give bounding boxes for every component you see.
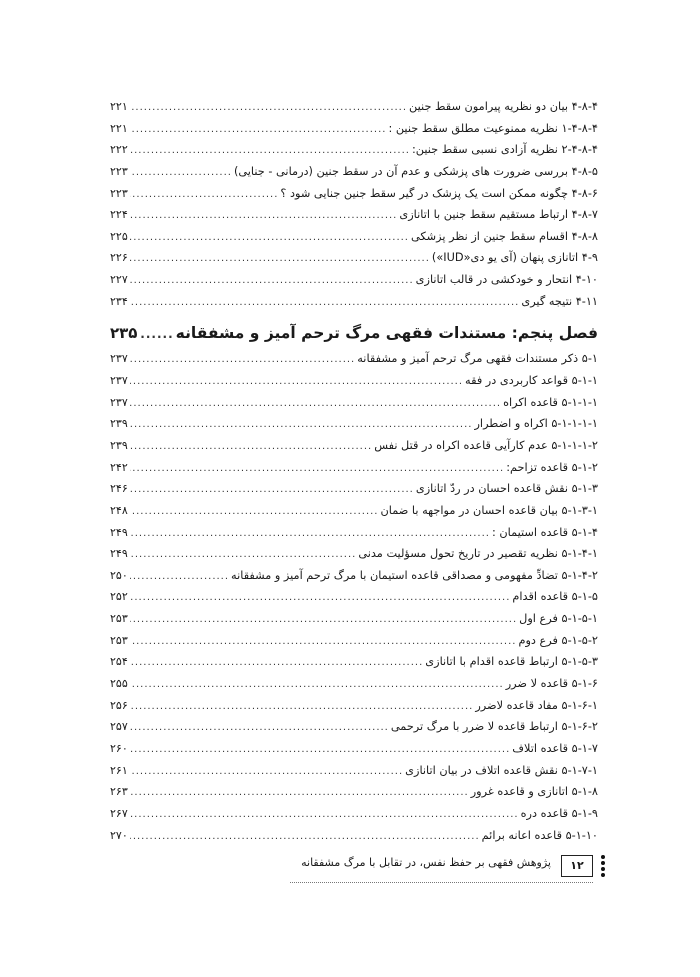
dot-leader <box>130 184 279 206</box>
toc-entry[interactable] <box>110 608 598 630</box>
toc-entry[interactable] <box>110 204 598 226</box>
toc-entry-title: ۵-۱-۷ قاعده اتلاف <box>512 741 598 755</box>
toc-entry-title: ۵-۱-۷-۱ نقش قاعده اتلاف در بیان اتانازی <box>405 763 598 777</box>
toc-entry-page: ۲۴۸ <box>110 503 128 517</box>
toc-entry-page: ۲۵۴ <box>110 655 128 669</box>
toc-entry[interactable] <box>110 478 598 500</box>
toc-entry-page: ۲۶۳ <box>110 785 128 799</box>
page-footer <box>290 853 605 883</box>
toc-entry[interactable] <box>110 522 598 544</box>
toc-entry-page: ۲۴۲ <box>110 460 128 474</box>
dot-leader <box>139 319 173 349</box>
dot-leader <box>130 696 474 718</box>
toc-entry[interactable] <box>110 500 598 522</box>
dot-leader <box>130 631 517 653</box>
toc-entry-title: ۴-۸-۴ بیان دو نظریه پیرامون سقط جنین <box>409 100 598 113</box>
toc-entry[interactable] <box>110 118 598 140</box>
toc-entry-page: ۲۵۳ <box>110 612 128 626</box>
table-of-contents <box>110 96 598 846</box>
toc-entry[interactable] <box>110 247 598 269</box>
toc-entry[interactable] <box>110 370 598 392</box>
dot-leader <box>130 523 490 545</box>
dot-leader <box>130 248 430 270</box>
toc-entry-page: ۲۵۶ <box>110 698 128 712</box>
toc-entry-title: ۴-۱۰ انتحار و خودکشی در قالب اتانازی <box>415 273 598 287</box>
toc-entry-title: ۵-۱-۵-۲ فرع دوم <box>518 633 598 647</box>
toc-entry[interactable] <box>110 96 598 118</box>
toc-entry[interactable] <box>110 565 598 587</box>
toc-entry-title: ۵-۱-۶-۲ ارتباط قاعده لا ضرر با مرگ ترحمی <box>390 720 598 734</box>
toc-entry-page: ۲۳۹ <box>110 438 128 452</box>
toc-entry-page: ۲۶۱ <box>110 763 128 777</box>
toc-entry[interactable] <box>110 673 598 695</box>
toc-entry-title: ۵-۱-۸ اتانازی و قاعده غرور <box>470 785 598 799</box>
toc-entry[interactable] <box>110 760 598 782</box>
dot-leader <box>130 501 379 523</box>
toc-entry[interactable] <box>110 269 598 291</box>
dot-leader <box>130 458 504 480</box>
toc-entry[interactable] <box>110 435 598 457</box>
toc-entry-page: ۲۵۵ <box>110 677 128 691</box>
toc-chapter-heading[interactable] <box>110 318 598 348</box>
toc-entry-title: ۴-۱۱ نتیجه گیری <box>521 294 598 308</box>
dot-leader <box>130 140 410 162</box>
dot-leader <box>130 544 357 566</box>
dot-leader <box>130 436 372 458</box>
toc-entry[interactable] <box>110 695 598 717</box>
toc-entry-title: ۴-۸-۸ اقسام سقط جنین از نظر پزشکی <box>411 229 598 243</box>
dot-leader <box>130 414 473 436</box>
dot-leader <box>130 761 403 783</box>
running-title: پژوهش فقهی بر حفظ نفس، در تقابل با مرگ مشفقانه <box>301 856 551 869</box>
toc-entry[interactable] <box>110 457 598 479</box>
dot-leader <box>130 717 389 739</box>
toc-entry[interactable] <box>110 586 598 608</box>
toc-entry-title: ۴-۸-۷ ارتباط مستقیم سقط جنین با اتانازی <box>399 208 598 222</box>
toc-entry-page: ۲۲۶ <box>110 251 128 265</box>
toc-entry-title: ۵-۱-۴ قاعده استیمان : <box>491 525 598 539</box>
toc-entry-page: ۲۲۲ <box>110 143 128 157</box>
toc-entry-page: ۲۶۰ <box>110 741 128 755</box>
toc-entry-page: ۲۴۹ <box>110 525 128 539</box>
dot-leader <box>130 371 463 393</box>
dot-leader <box>130 292 520 314</box>
dot-leader <box>130 393 501 415</box>
toc-entry-title: ۲-۴-۸-۴ نظریه آزادی نسبی سقط جنین: <box>411 143 598 157</box>
toc-entry-page: ۲۲۳ <box>110 164 128 178</box>
toc-entry-page: ۲۲۴ <box>110 208 128 222</box>
toc-entry-page: ۲۳۴ <box>110 294 128 308</box>
toc-entry-page: ۲۵۳ <box>110 633 128 647</box>
toc-entry-title: ۴-۸-۶ چگونه ممکن است یک پزشک در گیر سقط جنین جنایی شود ؟ <box>280 186 598 200</box>
dot-leader <box>130 652 424 674</box>
toc-entry-page: ۲۷۰ <box>110 828 128 842</box>
toc-entry[interactable] <box>110 781 598 803</box>
toc-entry-title: ۵-۱-۱ قواعد کاربردی در فقه <box>465 374 598 388</box>
toc-entry-page: ۲۴۹ <box>110 547 128 561</box>
toc-entry-page: ۲۲۷ <box>110 273 128 287</box>
toc-entry[interactable] <box>110 348 598 370</box>
dot-leader <box>130 97 407 119</box>
toc-entry[interactable] <box>110 291 598 313</box>
toc-entry[interactable] <box>110 543 598 565</box>
page-number: ۱۲ <box>561 855 593 877</box>
toc-entry-page: ۲۲۱ <box>110 100 128 113</box>
toc-entry[interactable] <box>110 392 598 414</box>
toc-entry-title: ۵-۱-۴-۱ نظریه تقصیر در تاریخ تحول مسؤلیت مدنی <box>358 547 598 561</box>
toc-entry[interactable] <box>110 413 598 435</box>
dot-leader <box>130 826 480 848</box>
dot-leader <box>130 349 356 371</box>
toc-entry-page: ۲۵۰ <box>110 568 128 582</box>
dot-leader <box>130 587 511 609</box>
toc-entry-page: ۲۳۵ <box>110 324 138 343</box>
toc-entry-title: ۵-۱-۶-۱ مفاد قاعده لاضرر <box>475 698 598 712</box>
toc-entry-title: ۵-۱-۵ قاعده اقدام <box>512 590 598 604</box>
toc-entry-page: ۲۵۷ <box>110 720 128 734</box>
toc-entry-page: ۲۲۵ <box>110 229 128 243</box>
toc-entry-page: ۲۳۷ <box>110 352 128 366</box>
toc-entry-page: ۲۶۷ <box>110 806 128 820</box>
dot-leader <box>130 804 519 826</box>
toc-entry-title: ۵-۱-۳ نقش قاعده احسان در ردّ اتانازی <box>415 482 598 496</box>
dot-leader <box>130 739 511 761</box>
footer-dotted-rule <box>290 882 593 883</box>
toc-entry[interactable] <box>110 139 598 161</box>
toc-entry-title: ۴-۸-۵ بررسی ضرورت های پزشکی و عدم آن در سقط جنین (درمانی - جنایی) <box>233 164 598 178</box>
toc-entry-title: ۵-۱-۱-۱-۲ عدم کارآیی قاعده اکراه در قتل نفس <box>374 438 598 452</box>
toc-entry-title: ۵-۱-۹ قاعده دره <box>520 806 598 820</box>
dot-leader <box>130 479 414 501</box>
toc-entry-title: ۵-۱-۱-۱-۱ اکراه و اضطرار <box>474 417 598 431</box>
toc-entry-title: ۵-۱ ذکر مستندات فقهی مرگ ترحم آمیز و مشفقانه <box>357 352 598 366</box>
toc-entry-page: ۲۲۳ <box>110 186 128 200</box>
toc-entry-title: ۱-۴-۸-۴ نظریه ممنوعیت مطلق سقط جنین : <box>388 121 598 135</box>
toc-entry[interactable] <box>110 716 598 738</box>
dot-leader <box>130 227 409 249</box>
toc-entry-title: ۵-۱-۲ قاعده تزاحم: <box>506 460 598 474</box>
toc-entry-title: ۵-۱-۳-۱ بیان قاعده احسان در مواجهه با ضمان <box>380 503 598 517</box>
toc-entry[interactable] <box>110 738 598 760</box>
dot-leader <box>130 119 387 141</box>
toc-entry[interactable] <box>110 226 598 248</box>
toc-entry-page: ۲۴۶ <box>110 482 128 496</box>
toc-entry-title: ۵-۱-۶ قاعده لا ضرر <box>505 677 598 691</box>
dot-leader <box>130 674 504 696</box>
dot-leader <box>130 566 229 588</box>
toc-entry[interactable] <box>110 825 598 847</box>
dot-leader <box>130 270 414 292</box>
toc-entry-title: فصل پنجم: مستندات فقهی مرگ ترحم آمیز و مشفقانه <box>175 324 598 343</box>
toc-entry-title: ۴-۹ اتانازی پنهان (آی یو دی«IUD») <box>431 251 598 265</box>
toc-entry-page: ۲۳۷ <box>110 395 128 409</box>
toc-entry[interactable] <box>110 183 598 205</box>
dot-leader <box>130 782 469 804</box>
dot-leader <box>130 205 398 227</box>
footer-bullets-icon <box>600 855 605 879</box>
toc-entry-page: ۲۳۷ <box>110 374 128 388</box>
toc-entry[interactable] <box>110 803 598 825</box>
dot-leader <box>130 162 232 184</box>
dot-leader <box>130 609 517 631</box>
toc-entry-title: ۵-۱-۵-۳ ارتباط قاعده اقدام با اتانازی <box>425 655 598 669</box>
toc-entry-page: ۲۲۱ <box>110 121 128 135</box>
toc-entry[interactable] <box>110 651 598 673</box>
toc-entry-title: ۵-۱-۱۰ قاعده اعانه برائم <box>481 828 598 842</box>
toc-entry-title: ۵-۱-۵-۱ فرع اول <box>519 612 598 626</box>
toc-entry[interactable] <box>110 630 598 652</box>
toc-entry-page: ۲۵۲ <box>110 590 128 604</box>
toc-entry[interactable] <box>110 161 598 183</box>
toc-entry-page: ۲۳۹ <box>110 417 128 431</box>
toc-entry-title: ۵-۱-۴-۲ تضادِّ مفهومی و مصداقی قاعده استیمان با مرگ ترحم آمیز و مشفقانه <box>231 568 598 582</box>
toc-entry-title: ۵-۱-۱-۱ قاعده اکراه <box>503 395 598 409</box>
